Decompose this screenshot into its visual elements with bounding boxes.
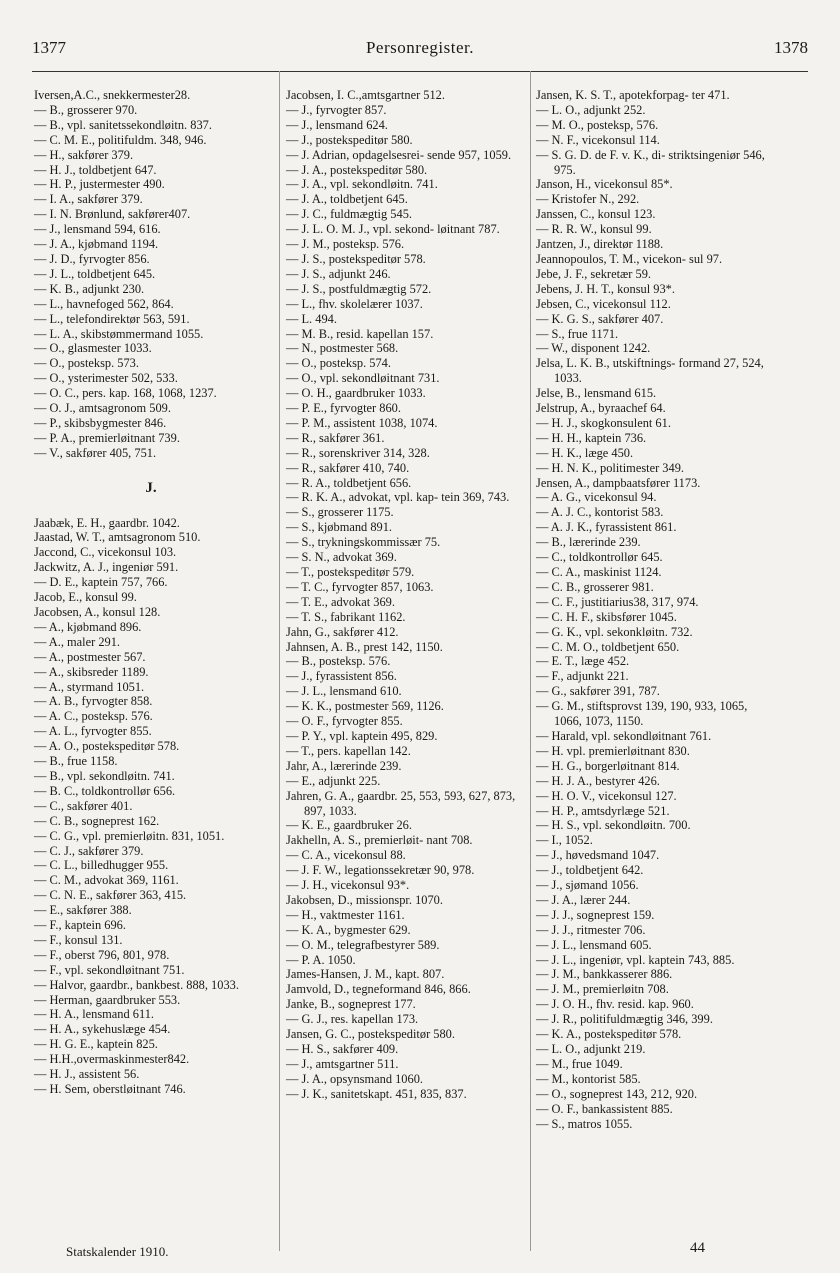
register-entry: — J. J., sogneprest 159. — [536, 907, 655, 922]
register-entry: Janson, H., vicekonsul 85*. — [536, 177, 673, 192]
register-entry: — R., sakfører 410, 740. — [286, 460, 410, 475]
register-entry: — J. S., postfuldmægtig 572. — [286, 281, 432, 296]
register-entry: — J. L. O. M. J., vpl. sekond- løitnant 787. — [286, 222, 500, 237]
register-entry: Jaccond, C., vicekonsul 103. — [34, 545, 177, 560]
register-entry: — C. G., vpl. premierløitn. 831, 1051. — [34, 828, 225, 843]
register-entry: — C. B., sogneprest 162. — [34, 813, 160, 828]
register-entry: — C. A., maskinist 1124. — [536, 565, 662, 579]
register-entry: — S. N., advokat 369. — [286, 550, 397, 565]
register-entry: — L. O., adjunkt 252. — [536, 102, 646, 117]
register-entry: — H. vpl. premierløitnant 830. — [536, 743, 690, 758]
register-entry: — E., adjunkt 225. — [286, 773, 381, 788]
register-entry: — A., kjøbmand 896. — [34, 619, 142, 634]
register-entry: — T. E., advokat 369. — [286, 594, 395, 609]
register-entry: Jackwitz, A. J., ingeniør 591. — [34, 560, 179, 575]
register-entry: — L. A., skibstømmermand 1055. — [34, 326, 204, 341]
register-entry: Jaastad, W. T., amtsagronom 510. — [34, 530, 201, 545]
column-divider — [530, 71, 531, 1251]
register-entry: — H. S., sakfører 409. — [286, 1042, 399, 1056]
register-entry: — J., høvedsmand 1047. — [536, 848, 660, 863]
register-entry: — A. L., fyrvogter 855. — [34, 724, 152, 739]
register-entry: — J. A., toldbetjent 645. — [286, 192, 408, 207]
register-entry: — T. S., fabrikant 1162. — [286, 609, 406, 624]
register-entry: — J. A., vpl. sekondløitn. 741. — [286, 177, 438, 192]
register-entry: — I., 1052. — [536, 833, 593, 848]
register-entry: — O. J., amtsagronom 509. — [34, 401, 171, 416]
register-entry: — Halvor, gaardbr., bankbest. 888, 1033. — [34, 977, 239, 992]
register-entry: — H., vaktmester 1161. — [286, 907, 405, 922]
register-entry: — J. A., opsynsmand 1060. — [286, 1071, 423, 1086]
register-entry: — L. O., adjunkt 219. — [536, 1042, 646, 1056]
register-entry: Iversen,A.C., snekkermester28. — [34, 88, 191, 102]
register-entry: — H., sakfører 379. — [34, 147, 134, 162]
register-entry: — G. K., vpl. sekonkløitn. 732. — [536, 624, 693, 639]
register-entry: Jelstrup, A., byraachef 64. — [536, 401, 666, 416]
register-entry: — J. J., ritmester 706. — [536, 922, 646, 937]
register-entry: — J. L., lensmand 605. — [536, 937, 652, 952]
register-entry: — O., ysterimester 502, 533. — [34, 371, 178, 386]
register-entry: — J., fyrvogter 857. — [286, 102, 387, 117]
register-entry: — S., grosserer 1175. — [286, 505, 394, 520]
register-entry: — L. 494. — [286, 311, 337, 326]
register-entry: Jebsen, C., vicekonsul 112. — [536, 296, 671, 311]
register-entry: James-Hansen, J. M., kapt. 807. — [286, 967, 445, 982]
register-entry: — H. A., sykehuslæge 454. — [34, 1022, 171, 1037]
register-entry: Jelsa, L. K. B., utskiftnings- formand 27, 524, 1033. — [536, 356, 764, 386]
register-entry: — C. L., billedhugger 955. — [34, 858, 169, 873]
register-entry: — M. B., resid. kapellan 157. — [286, 326, 434, 341]
register-entry: — G. M., stiftsprovst 139, 190, 933, 1065, 1066, 1073, 1150. — [536, 699, 748, 729]
register-column-2 — [286, 88, 526, 1102]
register-entry: — C. M. O., toldbetjent 650. — [536, 639, 680, 654]
page-number-right: 1378 — [774, 38, 808, 57]
register-entry: — A. J. K., fyrassistent 861. — [536, 520, 677, 535]
register-entry: — F., kaptein 696. — [34, 918, 126, 933]
register-entry: — J. A., kjøbmand 1194. — [34, 237, 159, 252]
register-entry: — C. M., advokat 369, 1161. — [34, 873, 179, 888]
register-entry: — H. G., borgerløitnant 814. — [536, 758, 680, 773]
register-entry: — J., sjømand 1056. — [536, 878, 639, 893]
register-entry: — S. G. D. de F. v. K., di- striktsingeniør 546, 975. — [536, 147, 765, 177]
register-entry: — S., kjøbmand 891. — [286, 520, 393, 535]
register-entry: — C., sakfører 401. — [34, 798, 133, 813]
register-entry: — J. S., postekspeditør 578. — [286, 251, 426, 266]
register-entry: — A. J. C., kontorist 583. — [536, 505, 664, 520]
register-entry: Jaabæk, E. H., gaardbr. 1042. — [34, 515, 180, 530]
register-entry: — C. B., grosserer 981. — [536, 579, 654, 594]
register-entry: Jacobsen, A., konsul 128. — [34, 605, 161, 619]
register-entry: — Kristofer N., 292. — [536, 192, 640, 207]
register-entry: — R., sorenskriver 314, 328. — [286, 445, 430, 460]
register-entry: — A. G., vicekonsul 94. — [536, 490, 657, 505]
register-entry: — H. S., vpl. sekondløitn. 700. — [536, 818, 691, 833]
register-entry: — O. C., pers. kap. 168, 1068, 1237. — [34, 386, 217, 401]
footer-sheet-number: 44 — [690, 1240, 705, 1256]
register-entry: — E. T., læge 452. — [536, 654, 630, 669]
register-entry: — E., sakfører 388. — [34, 903, 132, 918]
register-entry: Jahr, A., lærerinde 239. — [286, 758, 402, 773]
register-entry: — A. B., fyrvogter 858. — [34, 694, 153, 709]
register-entry: — A., postmester 567. — [34, 649, 146, 664]
page-number-left: 1377 — [32, 38, 66, 57]
register-entry: Jeannopoulos, T. M., vicekon- sul 97. — [536, 251, 723, 266]
register-entry: Jacobsen, I. C.,amtsgartner 512. — [286, 88, 445, 102]
register-entry: — R. A., toldbetjent 656. — [286, 475, 412, 490]
register-entry: Jansen, G. C., postekspeditør 580. — [286, 1027, 455, 1042]
register-entry: — J., fyrassistent 856. — [286, 669, 397, 684]
register-entry: — A., styrmand 1051. — [34, 679, 145, 694]
register-entry: — K. G. S., sakfører 407. — [536, 311, 664, 326]
register-entry: — O. M., telegrafbestyrer 589. — [286, 937, 440, 952]
register-entry: — H. N. K., politimester 349. — [536, 460, 684, 475]
register-entry: — P. Y., vpl. kaptein 495, 829. — [286, 728, 438, 743]
register-entry: — O. H., gaardbruker 1033. — [286, 386, 426, 401]
register-entry: — C. M. E., politifuldm. 348, 946. — [34, 132, 207, 147]
register-entry: — J. L., lensmand 610. — [286, 684, 402, 699]
register-entry: — J. S., adjunkt 246. — [286, 266, 391, 281]
register-entry: — C. A., vicekonsul 88. — [286, 848, 406, 863]
register-entry: — H. A., lensmand 611. — [34, 1007, 154, 1022]
entries-col3 — [536, 88, 772, 1131]
register-entry: — J. A., postekspeditør 580. — [286, 162, 428, 177]
register-entry: Jakobsen, D., missionspr. 1070. — [286, 892, 443, 907]
register-entry: — H. J., skogkonsulent 61. — [536, 415, 671, 430]
register-entry: — O., vpl. sekondløitnant 731. — [286, 371, 440, 386]
register-entry: Janssen, C., konsul 123. — [536, 207, 656, 222]
register-entry: — C. J., sakfører 379. — [34, 843, 144, 858]
register-entry: — O. F., bankassistent 885. — [536, 1101, 673, 1116]
register-entry: — A., skibsreder 1189. — [34, 664, 149, 679]
register-entry: — P., skibsbygmester 846. — [34, 415, 167, 430]
register-entry: — P. M., assistent 1038, 1074. — [286, 415, 438, 430]
register-column-1 — [34, 88, 268, 1097]
register-entry: Janke, B., sogneprest 177. — [286, 997, 416, 1012]
page-title: Personregister. — [365, 38, 475, 57]
register-entry: — K. K., postmester 569, 1126. — [286, 699, 444, 714]
register-entry: — C. N. E., sakfører 363, 415. — [34, 888, 187, 903]
register-entry: — J. M., premierløitn 708. — [536, 982, 669, 997]
register-entry: — I. A., sakfører 379. — [34, 192, 143, 207]
register-entry: — C. H. F., skibsfører 1045. — [536, 609, 677, 624]
register-entry: — F., adjunkt 221. — [536, 669, 629, 684]
register-entry: — P. A., premierløitnant 739. — [34, 430, 180, 445]
register-entry: — K. B., adjunkt 230. — [34, 281, 145, 296]
register-entry: — H. J. A., bestyrer 426. — [536, 773, 660, 788]
register-entry: — I. N. Brønlund, sakfører407. — [34, 207, 191, 222]
register-entry: — B., frue 1158. — [34, 754, 118, 769]
register-entry: — F., oberst 796, 801, 978. — [34, 947, 170, 962]
page-header — [32, 38, 808, 64]
register-entry: — A. C., posteksp. 576. — [34, 709, 153, 724]
register-entry: — L., havnefoged 562, 864. — [34, 296, 174, 311]
register-column-3 — [536, 88, 772, 1131]
register-entry: — O., sogneprest 143, 212, 920. — [536, 1086, 698, 1101]
register-entry: Jensen, A., dampbaatsfører 1173. — [536, 475, 701, 490]
register-entry: — C., toldkontrollør 645. — [536, 550, 663, 565]
register-entry: — D. E., kaptein 757, 766. — [34, 575, 168, 590]
column-divider — [279, 71, 280, 1251]
register-entry: — S., trykningskommissær 75. — [286, 535, 441, 550]
register-entry: — H. H., kaptein 736. — [536, 430, 647, 445]
register-entry: — F., konsul 131. — [34, 932, 123, 947]
register-entry: — H. K., læge 450. — [536, 445, 634, 460]
register-entry: — O., posteksp. 573. — [34, 356, 139, 371]
register-entry: — H. Sem, oberstløitnant 746. — [34, 1082, 186, 1096]
register-entry: Jelse, B., lensmand 615. — [536, 386, 657, 401]
section-letter-j: J. — [145, 479, 157, 496]
register-entry: — R. R. W., konsul 99. — [536, 222, 652, 237]
register-entry: — L., telefondirektør 563, 591. — [34, 311, 190, 326]
register-entry: — N. F., vicekonsul 114. — [536, 132, 660, 147]
register-entry: — J., amtsgartner 511. — [286, 1056, 399, 1071]
register-entry: — K. A., bygmester 629. — [286, 922, 411, 937]
register-entry: — T., pers. kapellan 142. — [286, 743, 411, 758]
register-entry: — K. A., postekspeditør 578. — [536, 1027, 682, 1042]
register-entry: — T. C., fyrvogter 857, 1063. — [286, 579, 434, 594]
register-entry: Jebe, J. F., sekretær 59. — [536, 266, 651, 281]
register-entry: — C. F., justitiarius38, 317, 974. — [536, 594, 699, 609]
register-entry: — S., matros 1055. — [536, 1116, 633, 1131]
register-entry: — N., postmester 568. — [286, 341, 399, 356]
register-entry: — G. J., res. kapellan 173. — [286, 1012, 419, 1027]
register-entry: — J., lensmand 594, 616. — [34, 222, 161, 237]
register-entry: — J., toldbetjent 642. — [536, 863, 644, 878]
register-entry: — O., posteksp. 574. — [286, 356, 391, 371]
register-entry: — H. G. E., kaptein 825. — [34, 1037, 158, 1052]
register-entry: — A. O., postekspeditør 578. — [34, 739, 180, 754]
register-entry: — A., maler 291. — [34, 634, 121, 649]
register-entry: Jantzen, J., direktør 1188. — [536, 237, 664, 252]
register-entry: — O. F., fyrvogter 855. — [286, 714, 403, 729]
register-entry: Jamvold, D., tegneformand 846, 866. — [286, 982, 471, 997]
register-entry: — J. R., politifuldmægtig 346, 399. — [536, 1012, 713, 1027]
register-entry: — J. C., fuldmægtig 545. — [286, 207, 412, 222]
register-entry: — Herman, gaardbruker 553. — [34, 992, 181, 1007]
register-entry: — B., vpl. sanitetssekondløitn. 837. — [34, 117, 212, 132]
register-entry: — J., postekspeditør 580. — [286, 132, 413, 147]
register-entry: — J. L., toldbetjent 645. — [34, 266, 156, 281]
register-entry: — H. P., justermester 490. — [34, 177, 165, 192]
register-entry: — F., vpl. sekondløitnant 751. — [34, 962, 185, 977]
register-entry: — J. O. H., fhv. resid. kap. 960. — [536, 997, 694, 1012]
register-entry: Jahren, G. A., gaardbr. 25, 553, 593, 627, 873, 897, 1033. — [286, 788, 516, 818]
register-entry: — Harald, vpl. sekondløitnant 761. — [536, 728, 712, 743]
register-entry: — P. A. 1050. — [286, 952, 356, 967]
register-entry: — L., fhv. skolelærer 1037. — [286, 296, 423, 311]
register-entry: — G., sakfører 391, 787. — [536, 684, 660, 699]
register-entry: — J. L., ingeniør, vpl. kaptein 743, 885. — [536, 952, 735, 967]
register-entry: Jebens, J. H. T., konsul 93*. — [536, 281, 675, 296]
register-entry: — W., disponent 1242. — [536, 341, 651, 356]
register-entry: — H. J., assistent 56. — [34, 1067, 140, 1082]
register-entry: — B., grosserer 970. — [34, 102, 138, 117]
register-entry: — M., kontorist 585. — [536, 1071, 641, 1086]
register-entry: Jahnsen, A. B., prest 142, 1150. — [286, 639, 443, 654]
entries-j — [34, 516, 268, 1097]
register-entry: — H. P., amtsdyrlæge 521. — [536, 803, 670, 818]
header-rule — [32, 71, 808, 72]
register-entry: — M., frue 1049. — [536, 1056, 623, 1071]
register-entry: — J. A., lærer 244. — [536, 892, 631, 907]
footer-source: Statskalender 1910. — [66, 1244, 169, 1259]
register-entry: — J. F. W., legationssekretær 90, 978. — [286, 863, 475, 878]
register-entry: — O., glasmester 1033. — [34, 341, 152, 356]
register-entry: Jakhelln, A. S., premierløit- nant 708. — [286, 833, 473, 848]
register-entry: — J. H., vicekonsul 93*. — [286, 878, 410, 893]
register-entry: — J., lensmand 624. — [286, 117, 388, 132]
register-entry: — K. E., gaardbruker 26. — [286, 818, 412, 833]
register-entry: Jacob, E., konsul 99. — [34, 590, 137, 605]
register-entry: — J. K., sanitetskapt. 451, 835, 837. — [286, 1086, 467, 1101]
register-entry: — J. M., posteksp. 576. — [286, 237, 405, 252]
register-entry: — M. O., posteksp, 576. — [536, 117, 659, 132]
entries-col2 — [286, 88, 526, 1102]
register-entry: — H.H.,overmaskinmester842. — [34, 1052, 190, 1067]
register-entry: — J. D., fyrvogter 856. — [34, 251, 150, 266]
register-entry: — B. C., toldkontrollør 656. — [34, 783, 176, 798]
entries-i — [34, 88, 268, 461]
register-entry: — P. E., fyrvogter 860. — [286, 401, 401, 416]
register-entry: — R. K. A., advokat, vpl. kap- tein 369, 743. — [286, 490, 510, 505]
register-entry: — S., frue 1171. — [536, 326, 619, 341]
register-entry: — J. M., bankkasserer 886. — [536, 967, 673, 982]
register-entry: — H. O. V., vicekonsul 127. — [536, 788, 677, 803]
register-entry: Jansen, K. S. T., apotekforpag- ter 471. — [536, 88, 730, 102]
register-entry: — B., posteksp. 576. — [286, 654, 391, 669]
register-entry: — B., lærerinde 239. — [536, 535, 641, 550]
register-entry: — B., vpl. sekondløitn. 741. — [34, 768, 175, 783]
register-entry: — T., postekspeditør 579. — [286, 565, 415, 579]
register-entry: Jahn, G., sakfører 412. — [286, 624, 399, 639]
register-entry: — R., sakfører 361. — [286, 430, 385, 445]
register-entry: — H. J., toldbetjent 647. — [34, 162, 157, 177]
register-entry: — J. Adrian, opdagelsesrei- sende 957, 1059. — [286, 147, 512, 162]
register-entry: — V., sakfører 405, 751. — [34, 445, 157, 460]
